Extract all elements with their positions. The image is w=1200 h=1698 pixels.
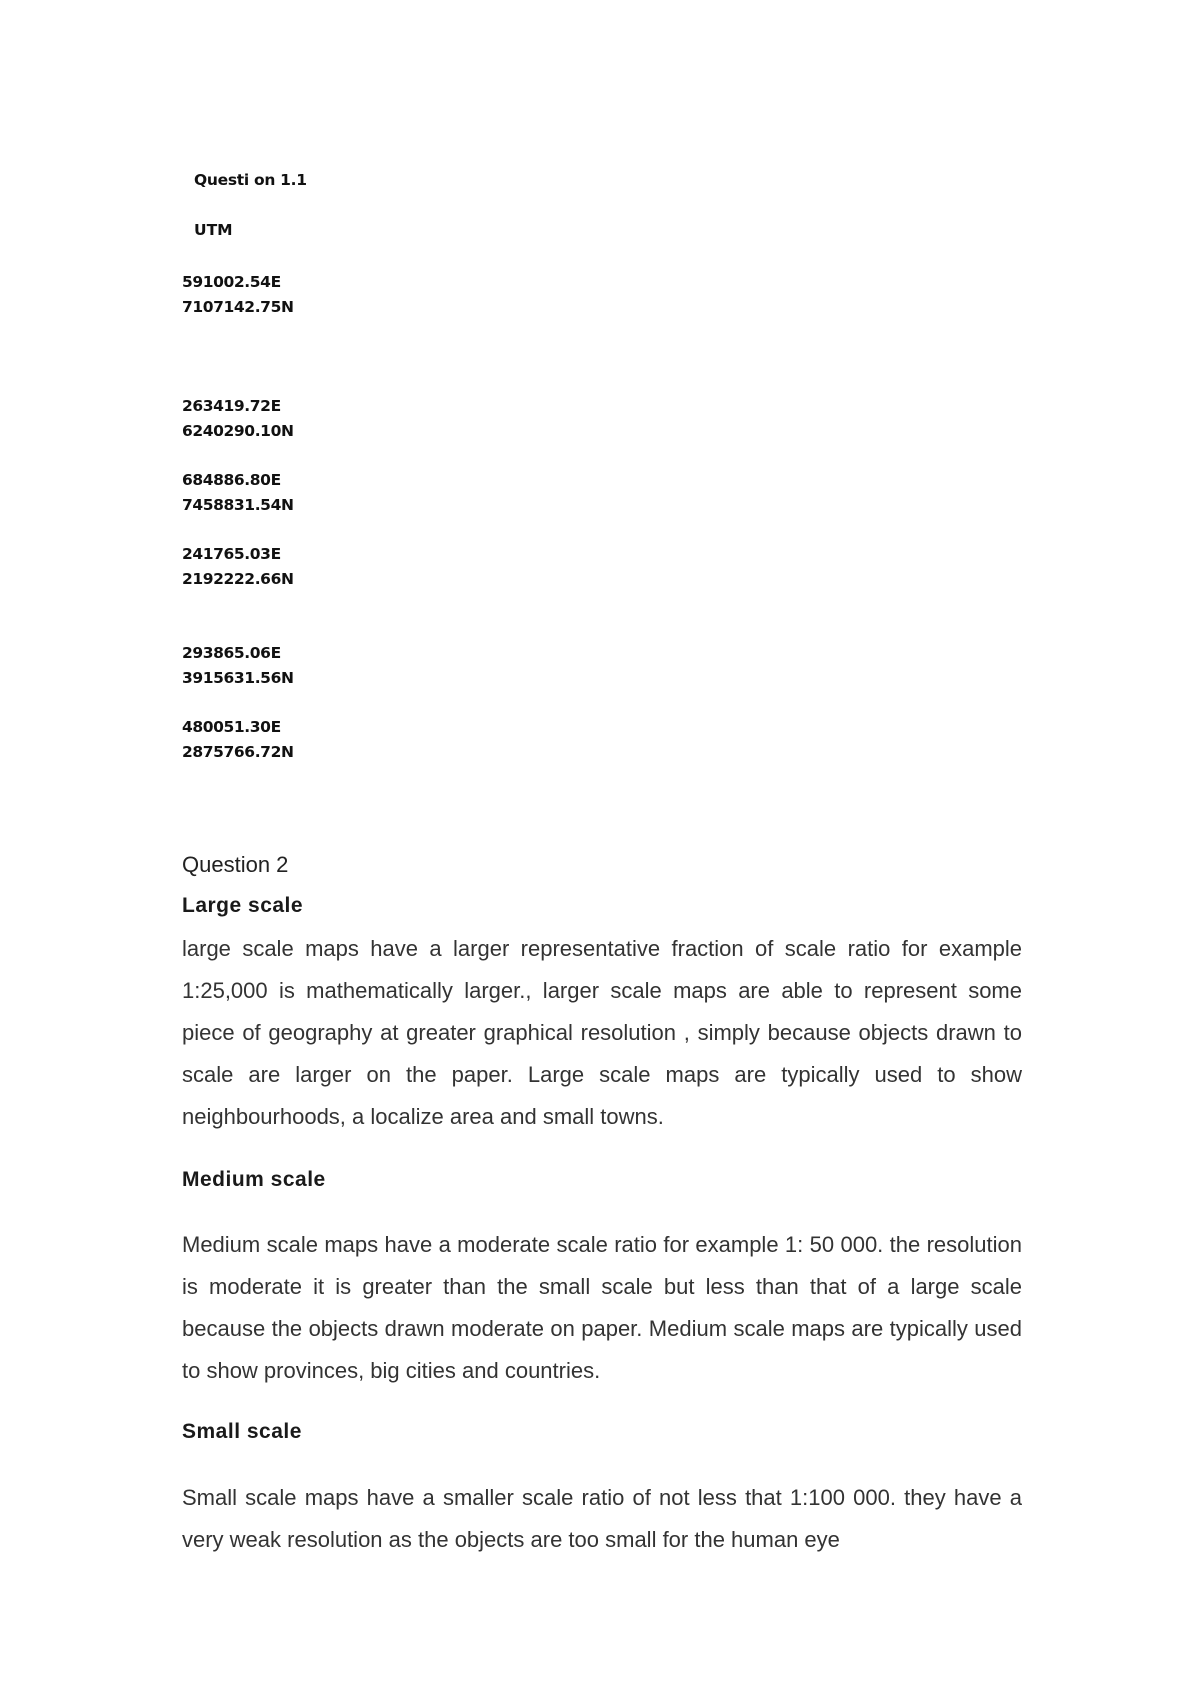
large-scale-heading: Large scale (182, 894, 304, 917)
large-scale-paragraph: large scale maps have a larger representative fraction of scale ratio for example 1:25,000 is mathematically larger., larger scale maps are able to represent some piece of geography at greater graphical resolution , simply because objects drawn to scale are larger on the paper. Large scale maps are typically used to show neighbourhoods, a localize area and small towns. (182, 936, 1022, 1129)
easting: 263419.72E (182, 397, 281, 415)
coordinate-pair (182, 468, 294, 518)
coordinate-pair (182, 394, 294, 444)
northing: 6240290.10N (182, 422, 294, 440)
utm-label: UTM (194, 221, 233, 239)
northing: 2875766.72N (182, 743, 294, 761)
question-2-title: Question 2 (182, 852, 289, 877)
medium-scale-paragraph: Medium scale maps have a moderate scale ratio for example 1: 50 000. the resolution is moderate it is greater than the small scale but less than that of a large scale because the objects drawn moderate on paper. Medium scale maps are typically used to show provinces, big cities and countries. (182, 1232, 1022, 1383)
easting: 684886.80E (182, 471, 281, 489)
easting: 591002.54E (182, 273, 281, 291)
question-1-1-title: Questi on 1.1 (194, 171, 307, 189)
northing: 7107142.75N (182, 298, 294, 316)
northing: 3915631.56N (182, 669, 294, 687)
coordinate-pair (182, 715, 294, 765)
northing: 7458831.54N (182, 496, 294, 514)
coordinate-pair (182, 542, 294, 592)
small-scale-heading: Small scale (182, 1420, 302, 1443)
northing: 2192222.66N (182, 570, 294, 588)
easting: 293865.06E (182, 644, 281, 662)
easting: 241765.03E (182, 545, 281, 563)
medium-scale-heading: Medium scale (182, 1168, 326, 1191)
small-scale-paragraph: Small scale maps have a smaller scale ratio of not less that 1:100 000. they have a very weak resolution as the objects are too small for the human eye (182, 1485, 1022, 1552)
coordinate-pair (182, 641, 294, 691)
easting: 480051.30E (182, 718, 281, 736)
coordinate-pair (182, 270, 294, 320)
